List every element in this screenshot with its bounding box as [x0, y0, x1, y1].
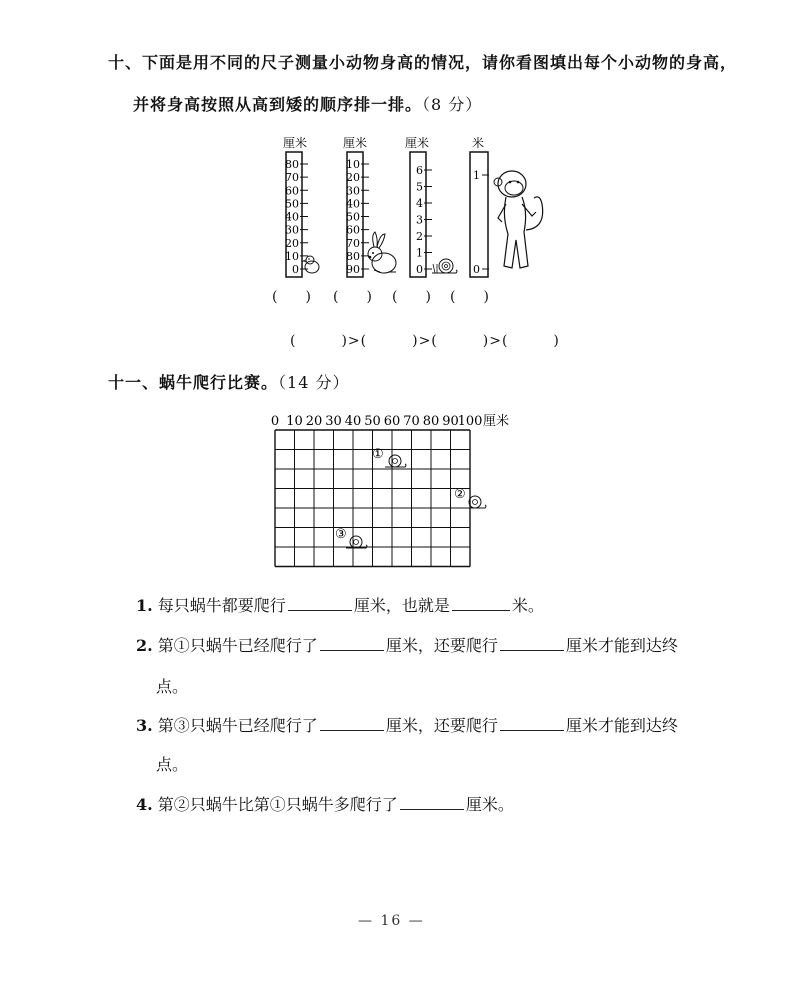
ruler-2-tick-label: 70	[346, 236, 360, 250]
track-axis-label: 0	[270, 414, 280, 429]
ruler-3-tick-label: 5	[416, 180, 423, 194]
q11-item-3: 3. 第③只蜗牛已经爬行了 厘米，还要爬行 厘米才能到达终	[136, 716, 678, 735]
q11-4-blank[interactable]	[400, 795, 464, 810]
ruler-2-tick-label: 80	[346, 249, 360, 263]
animal-answer-4[interactable]: ( )	[450, 289, 489, 305]
track-axis-label: 70	[403, 414, 420, 429]
ruler-3-unit: 厘米	[405, 136, 430, 150]
snail-track	[262, 408, 532, 573]
snail-3-label: ③	[335, 527, 347, 542]
ruler-3-tick-label: 4	[416, 197, 423, 210]
height-order-row[interactable]: ( )>( )>( )>( )	[290, 333, 560, 349]
ruler-3-tick-label: 0	[416, 263, 423, 276]
snail-1-icon	[385, 455, 406, 467]
animal-answer-1[interactable]: ( )	[272, 289, 311, 305]
ruler-2-tick-label: 60	[346, 223, 360, 237]
snail-3-icon	[346, 536, 367, 548]
chick-icon	[303, 256, 319, 273]
ruler-3-tick-label: 1	[416, 246, 423, 260]
ruler-4-tick-label: 1	[473, 169, 480, 182]
q11-item-2-cont: 点。	[156, 677, 189, 696]
q10-score: （8 分）	[422, 95, 483, 114]
snail-3-marker	[335, 527, 367, 548]
ruler-2-tick-label: 50	[346, 210, 360, 224]
q11-item-2: 2. 第①只蜗牛已经爬行了 厘米，还要爬行 厘米才能到达终	[136, 636, 678, 655]
ruler-4-tick-label: 0	[473, 263, 480, 276]
q11-item-3-cont: 点。	[156, 755, 189, 774]
ruler-1-tick-label: 70	[285, 171, 299, 185]
ruler-3	[405, 135, 432, 277]
ruler-3-tick-label: 2	[416, 230, 423, 243]
ruler-1-tick-label: 50	[285, 197, 299, 211]
ruler-2	[343, 135, 369, 277]
snail-2-icon	[465, 496, 486, 508]
ruler-1-tick-label: 30	[285, 223, 299, 237]
ruler-4	[470, 135, 489, 277]
ruler-1-tick-label: 0	[292, 263, 299, 276]
ruler-2-tick-label: 30	[346, 184, 360, 198]
ruler-4-unit: 米	[472, 136, 485, 150]
track-axis-label: 30	[325, 414, 342, 429]
q11-score: （14 分）	[278, 373, 350, 392]
ruler-2-unit: 厘米	[343, 136, 368, 150]
ruler-1-tick-label: 10	[285, 249, 299, 263]
snail-icon	[432, 259, 457, 273]
animal-answer-2[interactable]: ( )	[333, 289, 372, 305]
animal-answer-3[interactable]: ( )	[392, 289, 431, 305]
track-axis-label: 10	[286, 414, 303, 429]
q11-1-blank-m[interactable]	[452, 596, 510, 611]
ruler-2-tick-label: 10	[346, 158, 360, 171]
q11-3-blank-left[interactable]	[500, 716, 564, 731]
q10-title: 十、下面是用不同的尺子测量小动物身高的情况，请你看图填出每个小动物的身高，	[108, 53, 738, 72]
snail-1-label: ①	[372, 447, 384, 462]
track-axis-label: 80	[422, 414, 440, 429]
ruler-3-tick-label: 6	[416, 164, 423, 177]
q11-3-blank-done[interactable]	[320, 716, 384, 731]
track-axis-label: 100	[457, 414, 483, 429]
q11-title: 十一、蜗牛爬行比赛。（14 分）	[108, 373, 350, 392]
ruler-2-tick-label: 20	[346, 171, 360, 185]
track-axis-label: 20	[305, 414, 323, 429]
monkey-icon	[494, 171, 543, 268]
rabbit-icon	[368, 232, 396, 273]
ruler-1-unit: 厘米	[283, 136, 308, 150]
ruler-3-tick-label: 3	[416, 213, 423, 227]
q10-title-cont: 并将身高按照从高到矮的顺序排一排。（8 分）	[133, 95, 483, 114]
q11-2-blank-left[interactable]	[500, 636, 564, 651]
ruler-1-tick-label: 60	[285, 184, 299, 198]
track-axis-label: 50	[364, 414, 381, 429]
ruler-1-tick-label: 20	[285, 236, 299, 250]
q11-item-4: 4. 第②只蜗牛比第①只蜗牛多爬行了 厘米。	[136, 795, 514, 814]
rulers-figure	[270, 130, 560, 285]
q11-1-blank-cm[interactable]	[288, 596, 352, 611]
ruler-1	[283, 135, 308, 277]
q11-item-1: 1. 每只蜗牛都要爬行 厘米，也就是 米。	[136, 596, 544, 615]
track-axis-label: 60	[383, 414, 401, 429]
ruler-2-tick-label: 40	[346, 197, 360, 211]
q11-2-blank-done[interactable]	[320, 636, 384, 651]
ruler-1-tick-label: 40	[285, 210, 299, 224]
page-number: — 16 —	[358, 913, 425, 929]
snail-2-label: ②	[454, 487, 466, 502]
ruler-2-tick-label: 90	[346, 263, 360, 276]
track-axis-label: 40	[344, 414, 362, 429]
track-unit: 厘米	[483, 414, 510, 429]
track-axis-label: 90	[442, 414, 459, 429]
ruler-1-tick-label: 80	[285, 158, 299, 171]
